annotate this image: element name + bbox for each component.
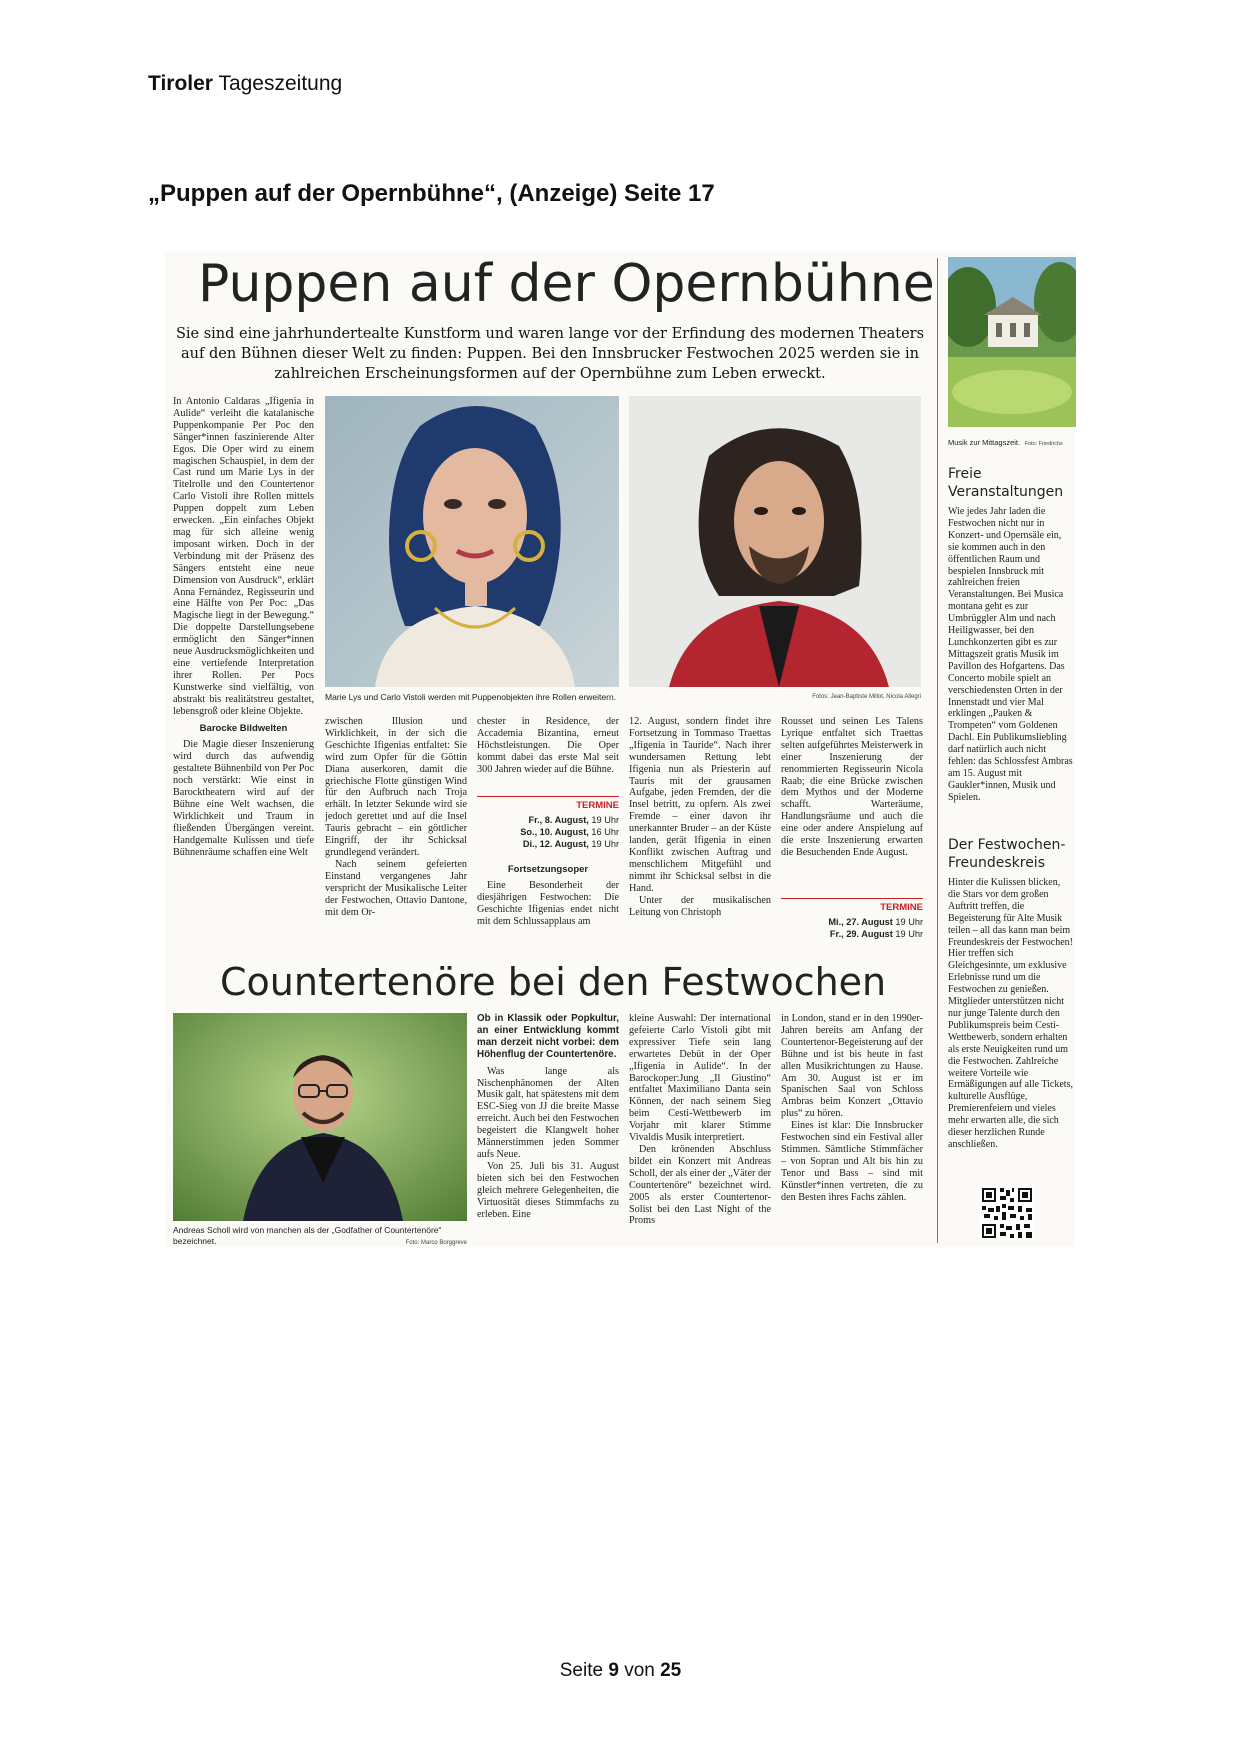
sidebar-text-2: Hinter die Kulissen blicken, die Stars vor dem großen Auftritt treffen, die Begeisterung für Alte Musik teilen – all das kann man beim Freundeskreis der Festwochen! Hier treffen sich Gleichgesinnte, um exklusive Erlebnisse rund um die Festwochen zu genießen. Mitglieder unterstützen nicht nur junge Talente durch den Publikumspreis beim Cesti-Wettbewerb, sondern erhalten als erste Neuigkeiten rund um die Festwochen. Zahlreiche weitere Vorteile wie Ermäßigungen auf alle Tickets, kulturelle Ausflüge, Premierenfeiern und vieles mehr erwarten alle, die sich dieser herzlichen Runde anschließen. — [948, 877, 1073, 1150]
marie-lys-photo — [325, 396, 619, 687]
article-column-5: Rousset und seinen Les Talens Lyrique entfaltet sich Traettas selten aufgeführtes Meisterwerk in einer Inszenierung der renommierten Regisseurin Nicola Raab; die eine Brücke zwischen dem Mythos und der Moderne schafft. Warteräume, Handlungsräume und auch die eine oder andere Anspielung auf die erste Inszenierung erwarten die Besuchenden Ende August. — [781, 716, 923, 858]
article2-column-3: in London, stand er in den 1990er-Jahren bereits am Anfang der Countertenor-Begeisterung auf der Bühne und ist bis heute in fast allen Musikrichtungen zu Hause. Am 30. August ist er im Spanischen Saal von Schloss Ambras beim Konzert „Ottavio plus“ zu hören. Eines ist klar: Die Innsbrucker Festwochen sind ein Festival aller Stimmen. Sämtliche Stimmfächer – von Sopran und Alt bis hin zu Tenor und Bass – sind mit Künstler*innen vertreten, die zu den Besten ihres Fachs zählen. — [781, 1013, 923, 1203]
termine-row: Di., 12. August, 19 Uhr — [522, 839, 619, 849]
page-number: Seite 9 von 25 — [559, 1660, 682, 1681]
sidebar-text-1: Wie jedes Jahr laden die Festwochen nicht nur in Konzert- und Opernsäle ein, sie kommen auch in den öffentlichen Raum und bespielen Innsbruck mit zahlreichen freien Veranstaltungen. Bei Musica montana geht es zur Umbrüggler Alm und nach Heiligwasser, bei den Lunchkonzerten gibt es zur Mittagszeit gratis Musik im Pavillon des Hofgartens. Das Concerto mobile spielt an verschiedensten Orten in der Innenstadt und vier Mal erklingen „Pauken & Trompeten“ vom Goldenen Dachl. Ein Publikumsliebling darf natürlich auch nicht fehlen: das Schlossfest Ambras am 15. August mit Gaukler*innen, Musik und Spielen. — [948, 506, 1073, 803]
termine-row: Fr., 8. August, 19 Uhr — [528, 815, 619, 825]
clipping-title: „Puppen auf der Opernbühne“, (Anzeige) Seite 17 — [148, 180, 715, 207]
article2-column-2: kleine Auswahl: Der international gefeierte Carlo Vistoli gibt mit expressiver Tiefe sein lang erwartetes Debüt in der Oper „Ifigenia in Aulide“. In der Barockoper:Jung „Il Giustino“ entfaltet Maximiliano Danta sein Können, der nach seinem Sieg beim Cesti-Wettbewerb im Vorjahr mit klarer Stimme Vivaldis Musik interpretiert. Den krönenden Abschluss bildet ein Konzert mit Andreas Scholl, der als einer der „Väter der Countertenöre“ bezeichnet wird. 2005 als erster Countertenor-Solist bei den Last Night of the Proms — [629, 1013, 771, 1227]
article-column-2: zwischen Illusion und Wirklichkeit, in der sich die Geschichte Ifigenias entfaltet: Sie wird zum Opfer für die Göttin Diana auserkoren, damit die griechische Flotte günstigen Wind für den Aufbruch nach Troja erhält. In letzter Sekunde wird sie jedoch gerettet und auf die Insel Tauris gebracht – ein göttlicher Eingriff, der ihr Schicksal grundlegend verändert. Nach seinem gefeierten Einstand vergangenes Jahr verspricht der Musikalische Leiter der Festwochen, Ottavio Dantone, mit dem Or- — [325, 716, 467, 918]
column-divider — [937, 258, 938, 1243]
sidebar-heading-freie-veranstaltungen: Freie Veranstaltungen — [948, 466, 1064, 500]
termine-row: So., 10. August, 16 Uhr — [520, 827, 619, 837]
photo-credit: Fotos: Jean-Baptiste Millot, Nicola Allegri — [812, 694, 921, 700]
termine-heading: TERMINE — [477, 796, 619, 812]
article2-column-1: Ob in Klassik oder Popkultur, an einer Entwicklung kommt man derzeit nicht vorbei: dem Höhenflug der Countertenöre. Was lange als Nischenphänomen der Alten Musik galt, hat spätestens mit dem ESC-Sieg von JJ die breite Masse erreicht. Auch bei den Festwochen begeistert die Klangwelt hoher Männerstimmen jeden Sommer aufs Neue. Von 25. Juli bis 31. August bieten sich bei den Festwochen gleich mehrere Gelegenheiten, die Virtuosität dieses Stimmfachs zu erleben. Eine — [477, 1013, 619, 1220]
article-column-4: 12. August, sondern findet ihre Fortsetzung in Tommaso Traettas „Ifigenia in Tauride“. Nach ihrer wundersamen Rettung lebt Ifigenia nun als Priesterin auf Tauris mit der grausamen Aufgabe, jeden Fremden, der die Insel betritt, zu opfern. Als zwei Fremde – einer davon ihr unerkannter Bruder – an der Küste landen, gerät Ifigenia in einen Konflikt zwischen Auftrag und menschlichem Mitgefühl und nimmt ihr Schicksal selbst in die Hand. Unter der musikalischen Leitung von Christoph — [629, 716, 771, 918]
article-headline: Puppen auf der Opernbühne — [198, 254, 935, 314]
sidebar-photo-caption: Musik zur Mittagszeit. Foto: Friedrichs — [948, 438, 1063, 447]
andreas-scholl-photo — [173, 1013, 467, 1221]
photo-caption-2: Andreas Scholl wird von manchen als der „Godfather of Countertenöre“ bezeichnet. Foto: Marco Borggreve — [173, 1225, 467, 1246]
termine-heading: TERMINE — [781, 898, 923, 914]
photo-caption: Marie Lys und Carlo Vistoli werden mit Puppenobjekten ihre Rollen erweitern. — [325, 692, 617, 702]
article-column-3b: Fortsetzungsoper Eine Besonderheit der diesjährigen Festwochen: Die Geschichte Ifigenias endet nicht mit dem Schlussapplaus am — [477, 864, 619, 927]
article-column-3: chester in Residence, der Accademia Bizantina, erneut Höchstleistungen. Die Oper kommt dabei das erste Mal seit 300 Jahren wieder auf die Bühne. — [477, 716, 619, 775]
carlo-vistoli-photo — [629, 396, 921, 687]
termine-box-2 — [781, 898, 923, 940]
article-column-1: In Antonio Caldaras „Ifigenia in Aulide“ verleiht die katalanische Puppenkompanie Per Poc den Sänger*innen faszinierende Alter Egos. Die Oper wird zu einem magischen Schauspiel, in dem der Cast rund um Marie Lys in der Titelrolle und den Countertenor Carlo Vistoli ihre Rollen mittels Puppen doppelt zum Leben erwecken. „Ein einfaches Objekt mag für sich alleine wenig imposant wirken. Doch in der Verbindung mit der Präsenz des Sängers entsteht eine neue Dimension von Ausdruck“, erklärt Anna Fernández, Regisseurin und eine Hälfte von Per Poc: „Das Magische liegt in der Bewegung.“ Die doppelte Darstellungsebene ermöglicht den Sänger*innen neue Ausdrucksmöglichkeiten und eine vertiefende Interpretation ihrer Rollen. Per Pocs Kunstwerke sind vielfältig, von abstrakt bis realitätstreu gestaltet, lebensgroß oder kleine Objekte. Barocke Bildwelten Die Magie dieser Inszenierung wird durch das aufwendig gestaltete Bühnenbild von Per Poc noch verstärkt: Wie einst in Barocktheatern wird auf der Bühne eine Welt wachsen, die Wirklichkeit und Traum in fließenden Übergängen vereint. Handgemalte Kulissen und tiefe Bühnenräume schaffen eine Welt — [173, 396, 314, 858]
article-lead: Sie sind eine jahrhundertealte Kunstform und waren lange vor der Erfindung des modernen Theaters auf den Bühnen dieser Welt zu finden: Puppen. Bei den Innsbrucker Festwochen 2025 werden sie in zahlreichen Erscheinungsformen auf der Opernbühne zum Leben erweckt. — [175, 326, 925, 382]
pavilion-photo — [948, 257, 1076, 427]
termine-row: Mi., 27. August 19 Uhr — [828, 917, 923, 927]
termine-box-1 — [477, 796, 619, 850]
termine-row: Fr., 29. August 19 Uhr — [829, 929, 923, 939]
article2-headline: Countertenöre bei den Festwochen — [220, 960, 887, 1004]
publication-name: Tiroler Tageszeitung — [148, 72, 343, 95]
sidebar-heading-freundeskreis: Der Festwochen- Freundeskreis — [948, 837, 1066, 871]
qr-code[interactable] — [980, 1186, 1034, 1240]
